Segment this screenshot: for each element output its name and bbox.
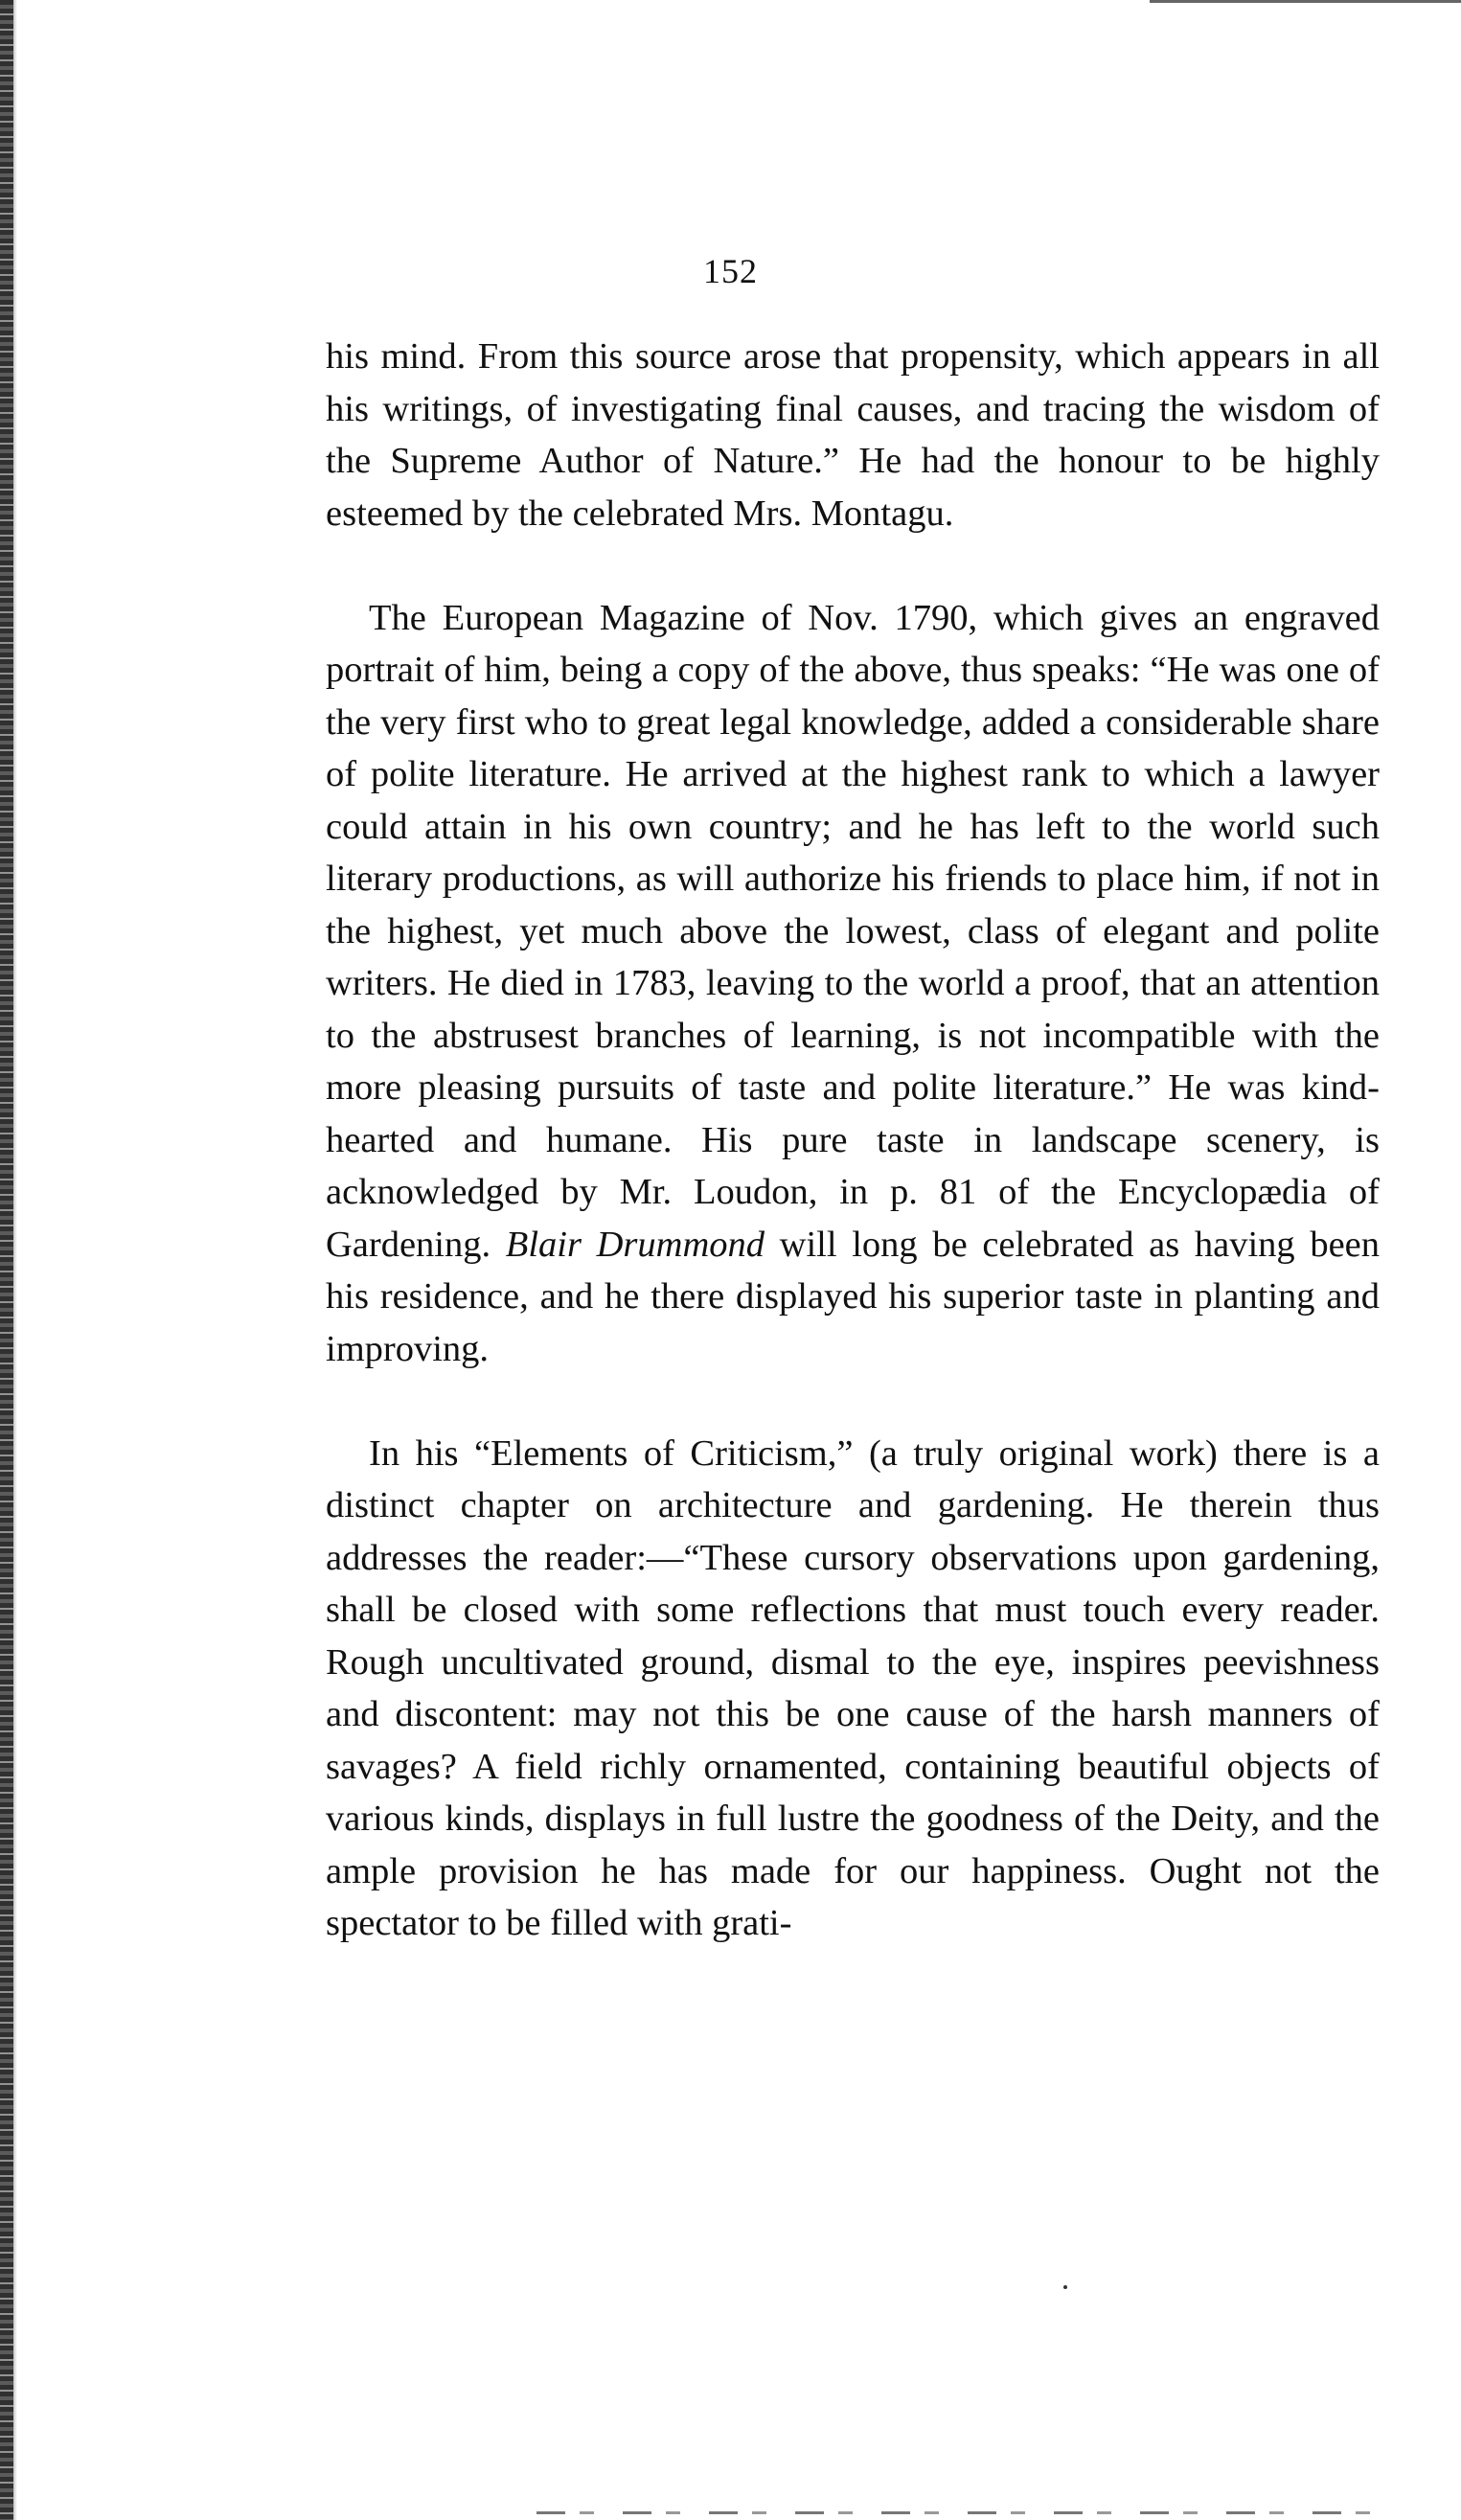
paragraph-1: his mind. From this source arose that propensity, which appears in all his writings, of investigating final causes, and tracing the wisdom of the Supreme Author of Nature.” He had the honour to be highly esteemed by the celebrated Mrs. Montagu.	[326, 336, 1380, 534]
scan-binding-edge	[0, 0, 13, 2520]
paragraph-2-text-after: will long be celebrated as having been his residence, and he there displayed his superior taste in planting and improving.	[326, 1224, 1380, 1369]
ink-speck	[1063, 2285, 1067, 2289]
paragraph-2	[326, 592, 1380, 1376]
scan-top-edge	[1150, 0, 1461, 3]
paragraph-2-text-before: The European Magazine of Nov. 1790, which gives an engraved portrait of him, being a copy of the above, thus speaks: “He was one of the very first who to great legal knowledge, added a considerable share of polite literature. He arrived at the highest rank to which a lawyer could attain in his own country; and he has left to the world such literary productions, as will authorize his friends to place him, if not in the highest, yet much above the lowest, class of elegant and polite writers. He died in 1783, leaving to the world a proof, that an attention to the abstrusest branches of learning, is not incompatible with the more pleasing pursuits of taste and polite literature.” He was kind-hearted and humane. His pure taste in landscape scenery, is acknowledged by Mr. Loudon, in p. 81 of the Encyclopædia of Gardening.	[326, 597, 1380, 1265]
paragraph-3: In his “Elements of Criticism,” (a truly original work) there is a distinct chapter on architecture and gardening. He therein thus addresses the reader:—“These cursory observations upon gardening, shall be closed with some reflections that must touch every reader. Rough uncultivated ground, dismal to the eye, inspires peevishness and discontent: may not this be one cause of the harsh manners of savages? A field richly ornamented, containing beautiful objects of various kinds, displays in full lustre the goodness of the Deity, and the ample provision he has made for our happiness. Ought not the spectator to be filled with grati-	[326, 1432, 1380, 1943]
page-number: 152	[703, 252, 758, 290]
scan-bottom-edge	[536, 2511, 1399, 2514]
paragraph-2-italic-place-name: Blair Drummond	[505, 1224, 765, 1265]
page-body	[326, 331, 1380, 1950]
